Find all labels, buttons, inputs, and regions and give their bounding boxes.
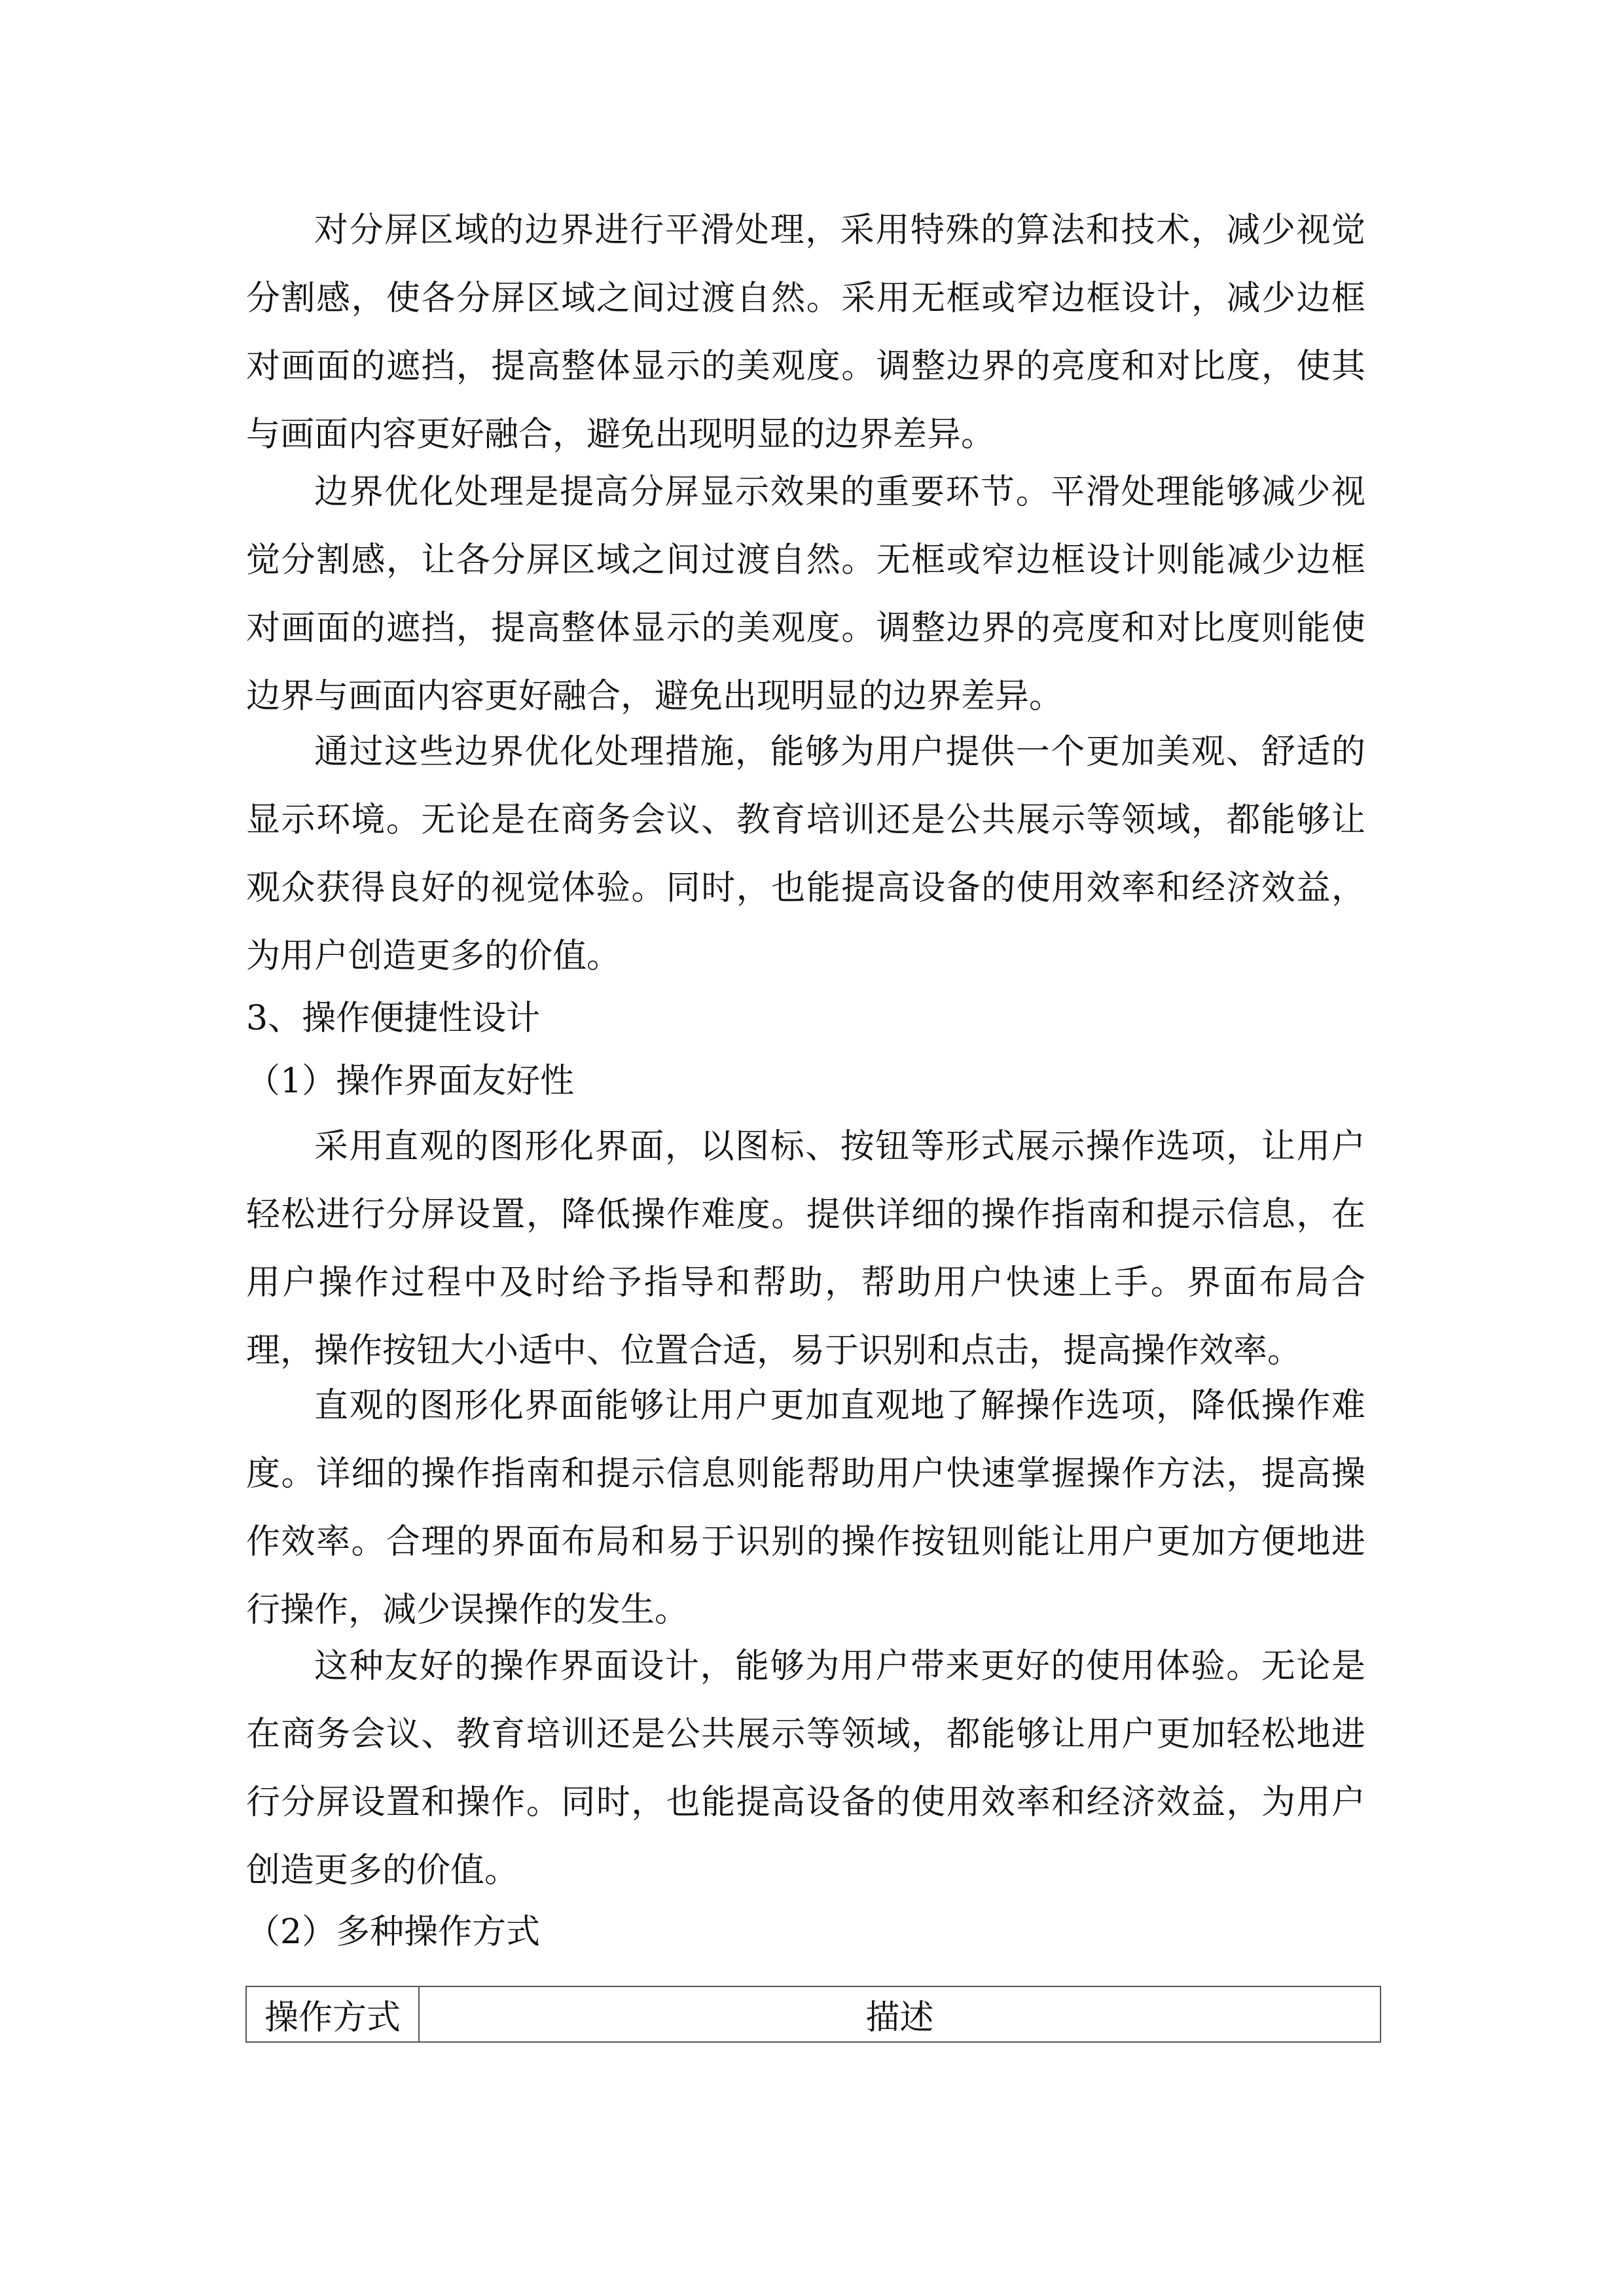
table-header-row: [246, 1986, 1380, 2042]
paragraph-boundary-smoothing: 对分屏区域的边界进行平滑处理，采用特殊的算法和技术，减少视觉分割感，使各分屏区域之间过渡自然。采用无框或窄边框设计，减少边框对画面的遮挡，提高整体显示的美观度。调整边界的亮度和对比度，使其与画面内容更好融合，避免出现明显的边界差异。: [246, 211, 1365, 454]
subheading-interface-friendliness: （1）操作界面友好性: [246, 1062, 575, 1101]
paragraph-friendly-design: 这种友好的操作界面设计，能够为用户带来更好的使用体验。无论是在商务会议、教育培训还是公共展示等领域，都能够让用户更加轻松地进行分屏设置和操作。同时，也能提高设备的使用效率和经济效益，为用户创造更多的价值。: [246, 1647, 1365, 1890]
operation-methods-table: [245, 1986, 1381, 2043]
paragraph-boundary-measures: 通过这些边界优化处理措施，能够为用户提供一个更加美观、舒适的显示环境。无论是在商务会议、教育培训还是公共展示等领域，都能够让观众获得良好的视觉体验。同时，也能提高设备的使用效率和经济效益，为用户创造更多的价值。: [246, 732, 1365, 976]
paragraph-boundary-optimization: 边界优化处理是提高分屏显示效果的重要环节。平滑处理能够减少视觉分割感，让各分屏区域之间过渡自然。无框或窄边框设计则能减少边框对画面的遮挡，提高整体显示的美观度。调整边界的亮度和对比度则能使边界与画面内容更好融合，避免出现明显的边界差异。: [246, 473, 1365, 716]
table-header-method: 操作方式: [246, 1986, 419, 2042]
table-header-description: 描述: [419, 1986, 1380, 2042]
paragraph-graphical-interface: 采用直观的图形化界面，以图标、按钮等形式展示操作选项，让用户轻松进行分屏设置，降低操作难度。提供详细的操作指南和提示信息，在用户操作过程中及时给予指导和帮助，帮助用户快速上手。界面布局合理，操作按钮大小适中、位置合适，易于识别和点击，提高操作效率。: [246, 1127, 1365, 1371]
paragraph-intuitive-interface: 直观的图形化界面能够让用户更加直观地了解操作选项，降低操作难度。详细的操作指南和提示信息则能帮助用户快速掌握操作方法，提高操作效率。合理的界面布局和易于识别的操作按钮则能让用户更加方便地进行操作，减少误操作的发生。: [246, 1386, 1365, 1630]
section-heading-operation-convenience: 3、操作便捷性设计: [246, 999, 541, 1038]
subheading-operation-methods: （2）多种操作方式: [246, 1912, 541, 1952]
